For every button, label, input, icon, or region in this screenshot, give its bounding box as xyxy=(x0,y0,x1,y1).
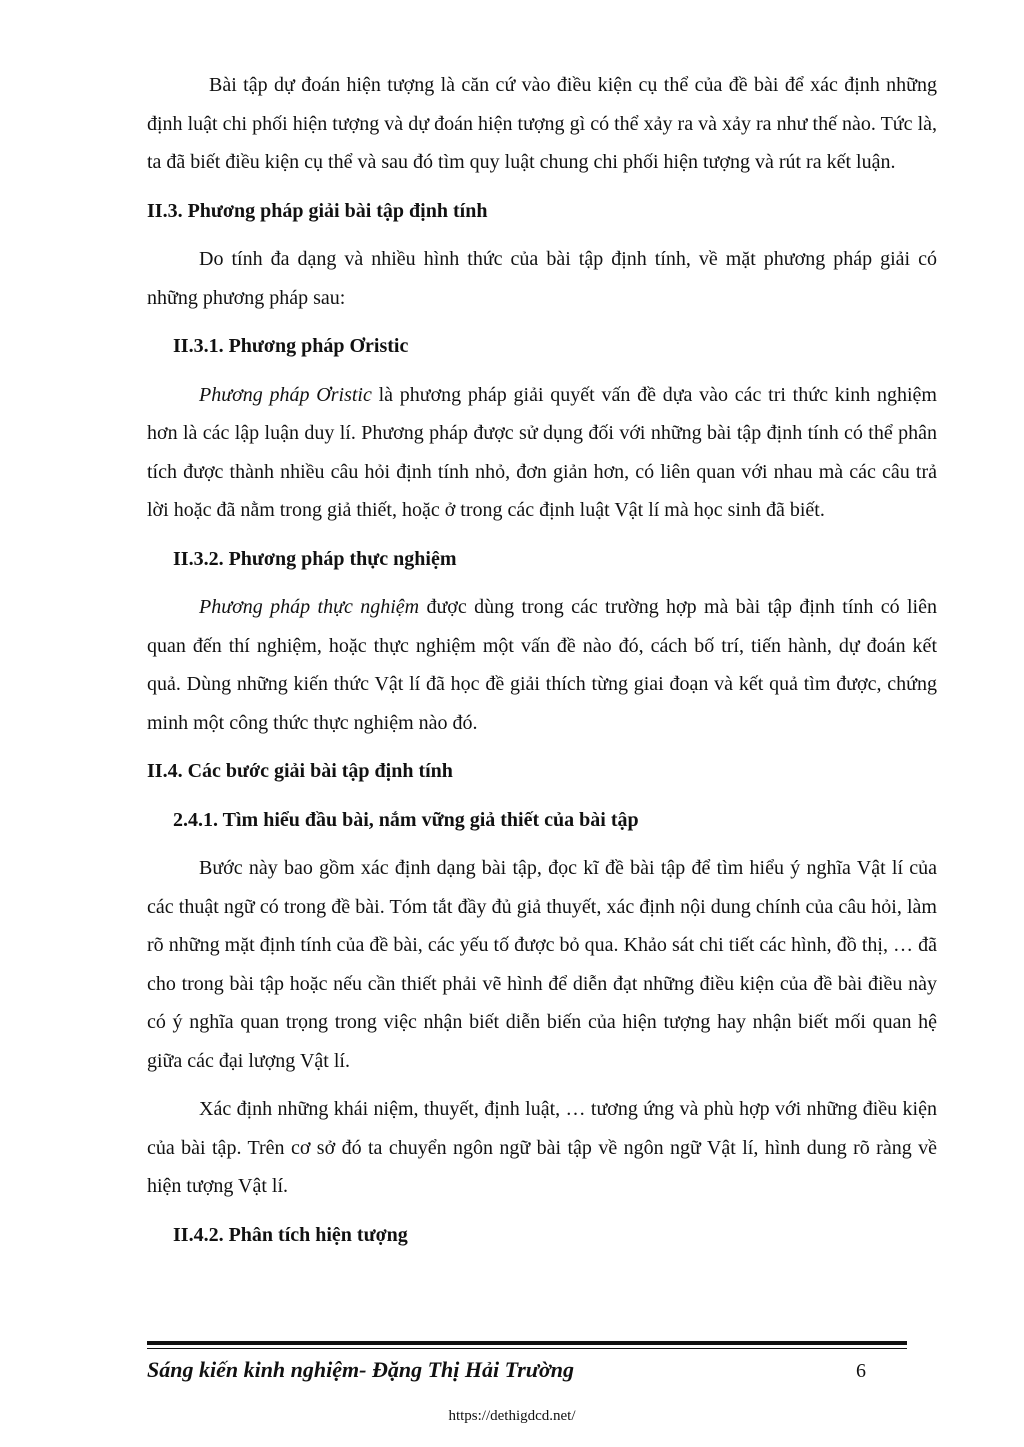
section-2-3-paragraph: Do tính đa dạng và nhiều hình thức của bài tập định tính, về mặt phương pháp giải có những phương pháp sau: xyxy=(147,248,937,309)
experimental-text: được dùng trong các trường hợp mà bài tập định tính có liên quan đến thí nghiệm, hoặc thực nghiệm một vấn đề nào đó, cách bố trí, tiến hành, dự đoán kết quả. Dùng những kiến thức Vật lí đã học đề giải thích từng giai đoạn và kết quả tìm được, chứng minh một công thức thực nghiệm nào đó. xyxy=(147,596,937,734)
document-body xyxy=(147,66,937,1264)
oristic-term: Phương pháp Ơristic xyxy=(199,383,372,406)
section-heading-2-4: II.4. Các bước giải bài tập định tính xyxy=(147,760,453,782)
section-heading-2-3-2: II.3.2. Phương pháp thực nghiệm xyxy=(173,547,457,570)
section-2-4-1-paragraph-2: Xác định những khái niệm, thuyết, định luật, … tương ứng và phù hợp với những điều kiện của bài tập. Trên cơ sở đó ta chuyển ngôn ngữ bài tập về ngôn ngữ Vật lí, hình dung rõ ràng về hiện tượng Vật lí. xyxy=(147,1098,937,1197)
section-heading-2-4-1: 2.4.1. Tìm hiểu đầu bài, nắm vững giả thiết của bài tập xyxy=(173,808,639,831)
experimental-term: Phương pháp thực nghiệm xyxy=(199,596,420,618)
oristic-text: là phương pháp giải quyết vấn đề dựa vào các tri thức kinh nghiệm hơn là các lập luận duy lí. Phương pháp được sử dụng đối với những bài tập định tính có thể phân tích được thành nhiều câu hỏi định tính nhỏ, đơn giản hơn, có liên quan với nhau mà các câu trả lời hoặc đã nằm trong giả thiết, hoặc ở trong các định luật Vật lí mà học sinh đã biết. xyxy=(147,383,937,521)
section-2-3-2-paragraph xyxy=(147,588,937,742)
page-number: 6 xyxy=(856,1360,866,1382)
footer-title: Sáng kiến kinh nghiệm- Đặng Thị Hải Trường xyxy=(147,1357,574,1382)
intro-paragraph: Bài tập dự đoán hiện tượng là căn cứ vào điều kiện cụ thể của đề bài để xác định những định luật chi phối hiện tượng và dự đoán hiện tượng gì có thể xảy ra và xảy ra như thế nào. Tức là, ta đã biết điều kiện cụ thể và sau đó tìm quy luật chung chi phối hiện tượng và rút ra kết luận. xyxy=(147,74,937,173)
section-heading-2-3-1: II.3.1. Phương pháp Ơristic xyxy=(173,335,409,357)
section-2-3-1-paragraph xyxy=(147,376,937,530)
footer-url: https://dethigdcd.net/ xyxy=(448,1408,576,1424)
footer-divider-thick xyxy=(147,1341,907,1345)
footer-divider-thin xyxy=(147,1348,907,1349)
section-heading-2-4-2: II.4.2. Phân tích hiện tượng xyxy=(173,1223,408,1246)
section-heading-2-3: II.3. Phương pháp giải bài tập định tính xyxy=(147,199,488,222)
section-2-4-1-paragraph-1: Bước này bao gồm xác định dạng bài tập, đọc kĩ đề bài tập để tìm hiểu ý nghĩa Vật lí của các thuật ngữ có trong đề bài. Tóm tắt đầy đủ giả thuyết, xác định nội dung chính của câu hỏi, làm rõ những mặt định tính của đề bài, các yếu tố được bỏ qua. Khảo sát chi tiết các hình, đồ thị, … đã cho trong bài tập hoặc nếu cần thiết phải vẽ hình để diễn đạt những điều kiện của đề bài điều này có ý nghĩa quan trọng trong việc nhận biết diễn biến của hiện tượng hay nhận biết mối quan hệ giữa các đại lượng Vật lí. xyxy=(147,857,937,1072)
